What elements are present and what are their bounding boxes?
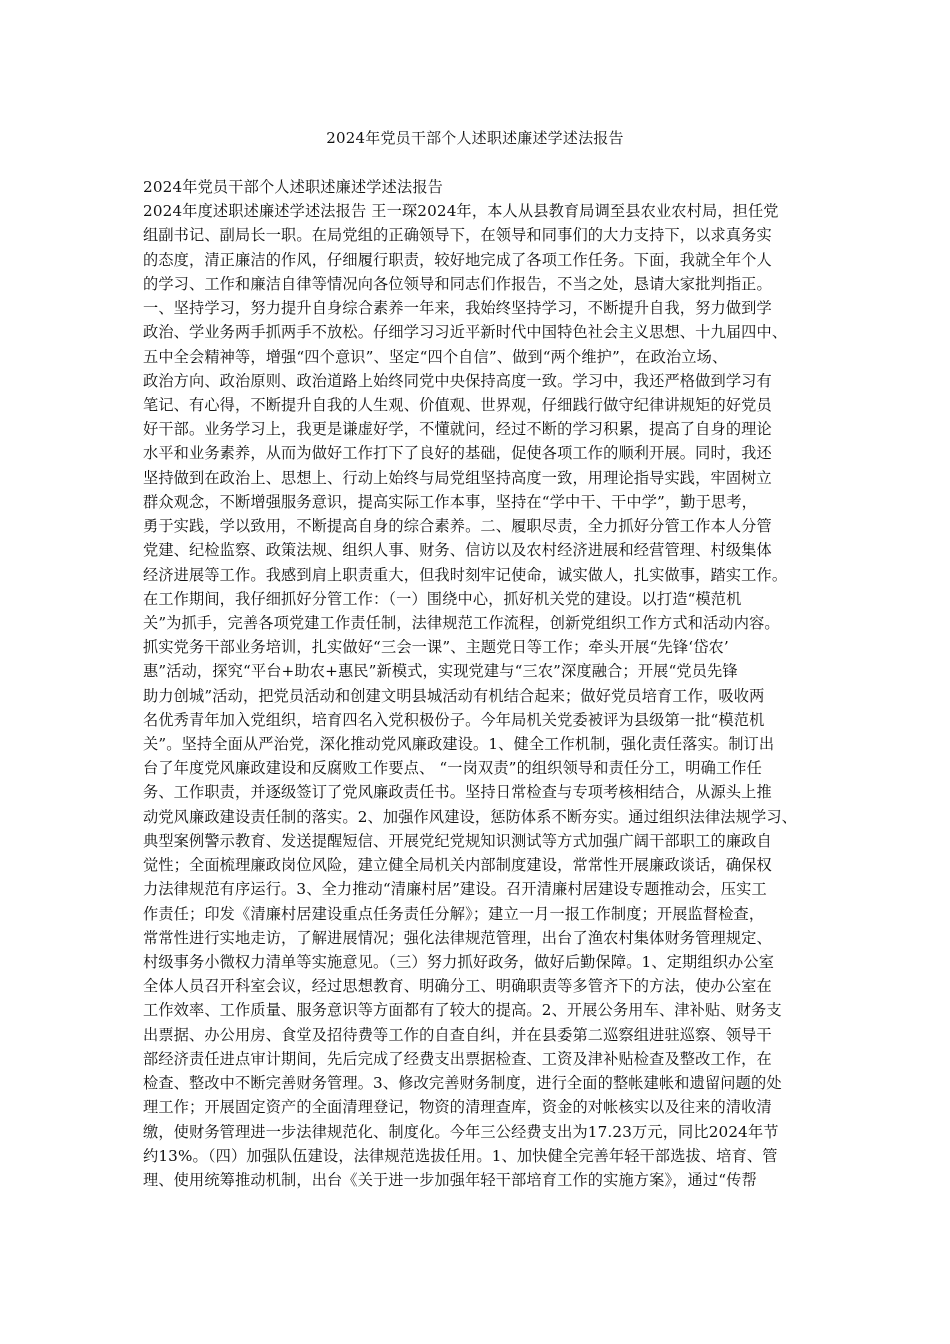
text-line: 理工作；开展固定资产的全面清理登记，物资的清理查库，资金的对帐核实以及往来的清收清 [143,1098,772,1117]
text-line: 助力创城”活动，把党员活动和创建文明县城活动有机结合起来；做好党员培育工作，吸收两 [143,686,765,705]
text-line: 经济进展等工作。我感到肩上职责重大，但我时刻牢记使命，诚实做人，扎实做事，踏实工作。 [143,565,788,584]
text-line: 约13%。（四）加强队伍建设，法律规范选拔任用。1、加快健全完善年轻干部选拔、培育、管 [143,1146,778,1165]
document-title: 2024年党员干部个人述职述廉述学述法报告 [326,129,624,147]
text-line: 常常性进行实地走访，了解进展情况；强化法律规范管理，出台了渔农村集体财务管理规定、 [143,928,772,947]
text-line: 名优秀青年加入党组织，培育四名入党积极份子。今年局机关党委被评为县级第一批“模范机 [143,710,765,729]
text-line: 村级事务小微权力清单等实施意见。（三）努力抓好政务，做好后勤保障。1、定期组织办公室 [143,953,775,971]
text-line: 务、工作职责，并逐级签订了党风廉政责任书。坚持日常检查与专项考核相结合，从源头上推 [143,783,772,802]
text-line: 惠”活动，探究“平台+助农+惠民”新模式，实现党建与“三农”深度融合；开展“党员先锋 [143,662,738,681]
text-line: 作责任；印发《清廉村居建设重点任务责任分解》；建立一月一报工作制度；开展监督检查， [143,904,765,923]
text-line: 的学习、工作和廉洁自律等情况向各位领导和同志们作报告，不当之处，恳请大家批判指正。 [143,274,772,293]
text-line: 检查、整改中不断完善财务管理。3、修改完善财务制度，进行全面的整帐建帐和遗留问题的处 [143,1074,782,1093]
text-line: 政治、学业务两手抓两手不放松。仔细学习习近平新时代中国特色社会主义思想、十九届四中、 [143,323,788,342]
text-line: 2024年党员干部个人述职述廉述学述法报告 [143,178,443,196]
text-line: 坚持做到在政治上、思想上、行动上始终与局党组坚持高度一致，用理论指导实践，牢固树立 [143,468,772,487]
text-line: 水平和业务素养，从而为做好工作打下了良好的基础，促使各项工作的顺利开展。同时，我还 [143,444,772,463]
text-line: 在工作期间，我仔细抓好分管工作：（一）围绕中心，抓好机关党的建设。以打造“模范机 [143,589,742,608]
text-line: 出票据、办公用房、食堂及招待费等工作的自查自纠，并在县委第二巡察组进驻巡察、领导干 [143,1025,772,1044]
text-line: 典型案例警示教育、发送提醒短信、开展党纪党规知识测试等方式加强广阔干部职工的廉政自 [143,831,772,850]
text-line: 组副书记、副局长一职。在局党组的正确领导下，在领导和同事们的大力支持下，以求真务实 [143,226,772,245]
text-line: 关”为抓手，完善各项党建工作责任制，法律规范工作流程，创新党组织工作方式和活动内容。 [143,613,780,632]
text-line: 台了年度党风廉政建设和反腐败工作要点、 “一岗双责”的组织领导和责任分工，明确工作任 [143,759,762,778]
text-line: 群众观念，不断增强服务意识，提高实际工作本事，坚持在“学中干、干中学”，勤于思考， [143,492,757,511]
text-line: 五中全会精神等，增强“四个意识”、坚定“四个自信”、做到“两个维护”，在政治立场、 [143,347,728,366]
text-line: 关”。坚持全面从严治党，深化推动党风廉政建设。1、健全工作机制，强化责任落实。制订出 [143,735,775,754]
text-line: 一、坚持学习，努力提升自身综合素养一年来，我始终坚持学习，不断提升自我，努力做到学 [143,299,772,318]
text-line: 缴，使财务管理进一步法律规范化、制度化。今年三公经费支出为17.23万元，同比2024年节 [143,1122,779,1141]
text-line: 觉性；全面梳理廉政岗位风险，建立健全局机关内部制度建设，常常性开展廉政谈话，确保权 [143,856,772,875]
text-line: 部经济责任进点审计期间，先后完成了经费支出票据检查、工资及津补贴检查及整改工作，在 [143,1049,772,1068]
text-line: 工作效率、工作质量、服务意识等方面都有了较大的提高。2、开展公务用车、津补贴、财务支 [143,1001,782,1020]
text-line: 党建、纪检监察、政策法规、组织人事、财务、信访以及农村经济进展和经营管理、村级集体 [143,541,772,560]
text-line: 动党风廉政建设责任制的落实。2、加强作风建设，惩防体系不断夯实。通过组织法律法规学习、 [143,807,797,826]
text-line: 的态度，清正廉洁的作风，仔细履行职责，较好地完成了各项工作任务。下面，我就全年个人 [143,250,772,269]
text-line: 理、使用统筹推动机制，出台《关于进一步加强年轻干部培育工作的实施方案》，通过“传帮 [143,1170,757,1189]
text-line: 勇于实践，学以致用，不断提高自身的综合素养。二、履职尽责，全力抓好分管工作本人分管 [143,517,772,536]
text-line: 抓实党务干部业务培训，扎实做好“三会一课”、主题党日等工作；牵头开展“先锋‘岱农’ [143,638,729,657]
text-line: 力法律规范有序运行。3、全力推动“清廉村居”建设。召开清廉村居建设专题推动会，压实工 [143,880,767,899]
text-line: 好干部。业务学习上，我更是谦虚好学，不懂就问，经过不断的学习积累，提高了自身的理论 [143,420,772,439]
document-body [143,175,819,1192]
text-line: 政治方向、政治原则、政治道路上始终同党中央保持高度一致。学习中，我还严格做到学习有 [143,371,772,390]
text-line: 全体人员召开科室会议，经过思想教育、明确分工、明确职责等多管齐下的方法，使办公室在 [143,977,772,996]
text-line: 2024年度述职述廉述学述法报告 王一琛2024年，本人从县教育局调至县农业农村局，担任党 [143,202,779,221]
text-line: 笔记、有心得，不断提升自我的人生观、价值观、世界观，仔细践行做守纪律讲规矩的好党员 [143,395,772,414]
